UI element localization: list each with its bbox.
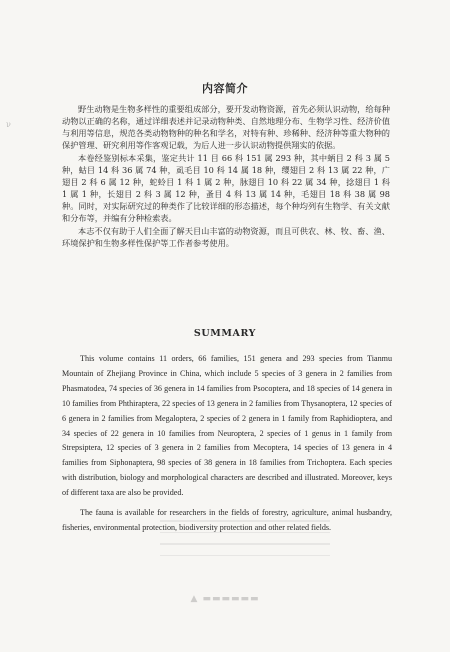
margin-mark: ν [6, 120, 11, 129]
cn-title: 内容简介 [202, 82, 248, 95]
en-summary [62, 352, 392, 536]
cn-summary [62, 103, 390, 250]
show-through-text [160, 520, 330, 580]
en-paragraph: The fauna is available for researchers in the fields of forestry, agriculture, animal husbandry, fisheries, environmental protection, biodiversity protection and other related fields. [62, 508, 392, 532]
publisher-watermark: ▲ ▬▬▬▬▬▬ [190, 594, 260, 604]
cn-paragraph: 野生动物是生物多样性的重要组成部分，要开发动物资源，首先必须认识动物，给每种动物以正确的名称，通过详细表述并记录动物种类、自然地理分布、生物学习性、经济价值与利用等信息，规范各类动物物种的种名和学名，对特有种、珍稀种、经济种等重大物种的保护管理、研究利用等作客观记载，为后人进一步认识动物提供翔实的依据。 [62, 104, 390, 150]
cn-paragraph: 本志不仅有助于人们全面了解天目山丰富的动物资源，而且可供农、林、牧、畜、渔、环境保护和生物多样性保护等工作者参考使用。 [62, 226, 390, 248]
en-title: SUMMARY [193, 328, 257, 339]
en-paragraph: This volume contains 11 orders, 66 families, 151 genera and 293 species from Tianmu Mountain of Zhejiang Province in China, which include 5 species of 3 genera in 2 families from Phasmatodea, 74 species of 36 genera in 14 families from Psocoptera, and 18 species of 14 genera in 10 families from Phthiraptera, 22 species of 13 genera in 2 families from Thysanoptera, 12 species of 6 genera in 2 families from Megaloptera, 2 species of 2 genera in 1 family from Raphidioptera, and 34 species of 22 genera in 10 families from Neuroptera, 2 species of 1 genus in 1 family from Strepsiptera, 12 species of 3 genera in 2 families from Mecoptera, 14 species of 13 genera in 4 families from Siphonaptera, 98 species of 38 genera in 18 families from Trichoptera. Each species with distribution, biology and morphological characters are described and illustrated. Moreover, keys of different taxa are also be provided. [62, 354, 392, 498]
cn-paragraph: 本卷经鉴别标本采集，鉴定共计 11 目 66 科 151 属 293 种，其中蛃目 2 科 3 属 5 种，蛄目 14 科 36 属 74 种，虱毛目 10 科 14 属 18 种，缨翅目 2 科 13 属 22 种，广翅目 2 科 6 属 12 种，蛇蛉目 1 科 1 属 2 种，脉翅目 10 科 22 属 34 种，捻翅目 1 科 1 属 1 种，长翅目 2 科 3 属 12 种，蚤目 4 科 13 属 14 种，毛翅目 18 科 38 属 98 种。同时，对实际研究过的种类作了比较详细的形态描述，每个种均列有生物学、有关文献和分布等，并编有分种检索表。 [62, 153, 390, 223]
